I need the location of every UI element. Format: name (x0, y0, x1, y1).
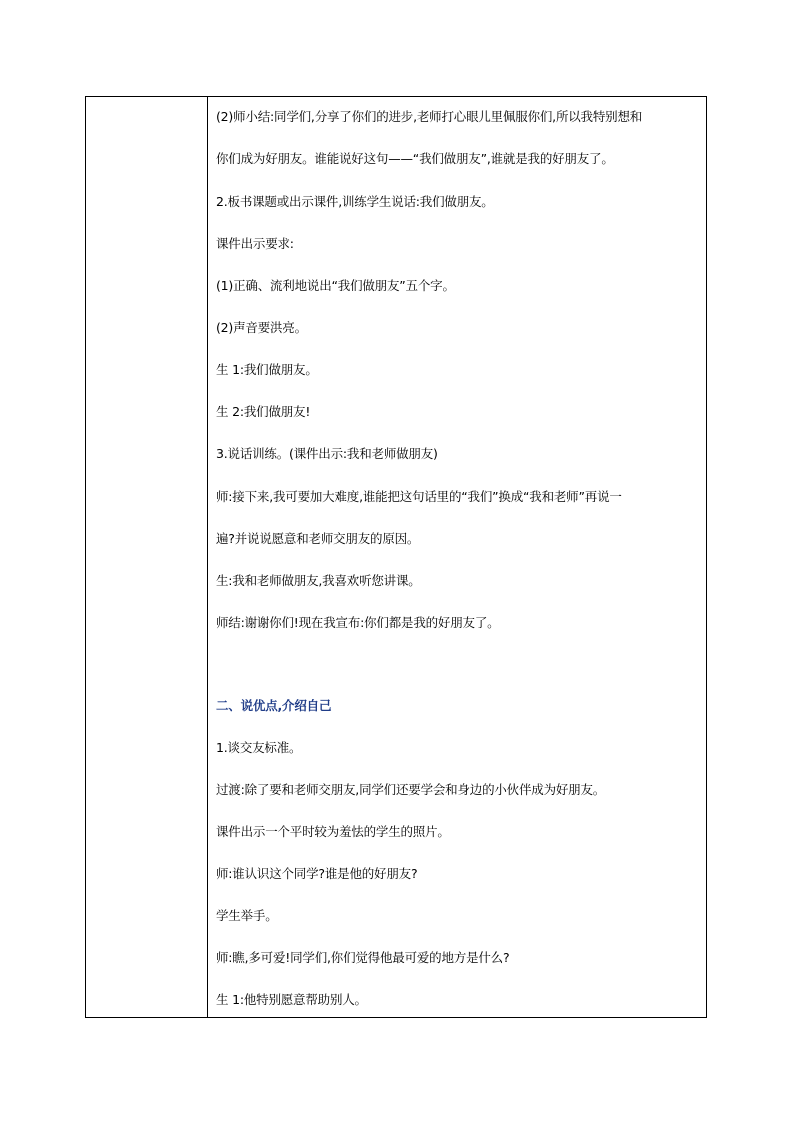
lesson-table (85, 96, 707, 1018)
text-line: 生 2:我们做朋友! (216, 404, 311, 419)
text-line: (2)声音要洪亮。 (216, 320, 307, 335)
text-line: 学生举手。 (216, 908, 278, 923)
text-line: 2.板书课题或出示课件,训练学生说话:我们做朋友。 (216, 194, 494, 209)
text-line: 课件出示要求: (216, 236, 294, 251)
text-line: 你们成为好朋友。谁能说好这句——“我们做朋友”,谁就是我的好朋友了。 (216, 151, 614, 166)
text-line: 生 1:我们做朋友。 (216, 362, 318, 377)
text-line: 师:谁认识这个同学?谁是他的好朋友? (216, 866, 418, 881)
text-line: (1)正确、流利地说出“我们做朋友”五个字。 (216, 278, 455, 293)
text-line: 3.说话训练。(课件出示:我和老师做朋友) (216, 446, 438, 461)
text-line: 生 1:他特别愿意帮助别人。 (216, 992, 367, 1007)
text-line: 师:瞧,多可爱!同学们,你们觉得他最可爱的地方是什么? (216, 950, 510, 965)
text-line: (2)师小结:同学们,分享了你们的进步,老师打心眼儿里佩服你们,所以我特别想和 (216, 109, 643, 124)
table-left-cell (86, 97, 207, 1017)
table-column-divider (207, 97, 208, 1017)
text-line: 课件出示一个平时较为羞怯的学生的照片。 (216, 824, 450, 839)
text-line: 师结:谢谢你们!现在我宣布:你们都是我的好朋友了。 (216, 615, 500, 630)
text-line: 1.谈交友标准。 (216, 740, 302, 755)
text-line: 过渡:除了要和老师交朋友,同学们还要学会和身边的小伙伴成为好朋友。 (216, 782, 606, 797)
text-line: 生:我和老师做朋友,我喜欢听您讲课。 (216, 573, 421, 588)
text-line: 师:接下来,我可要加大难度,谁能把这句话里的“我们”换成“我和老师”再说一 (216, 489, 622, 504)
lesson-content-cell (216, 97, 704, 1017)
section-heading: 二、说优点,介绍自己 (216, 698, 332, 713)
text-line: 遍?并说说愿意和老师交朋友的原因。 (216, 531, 420, 546)
